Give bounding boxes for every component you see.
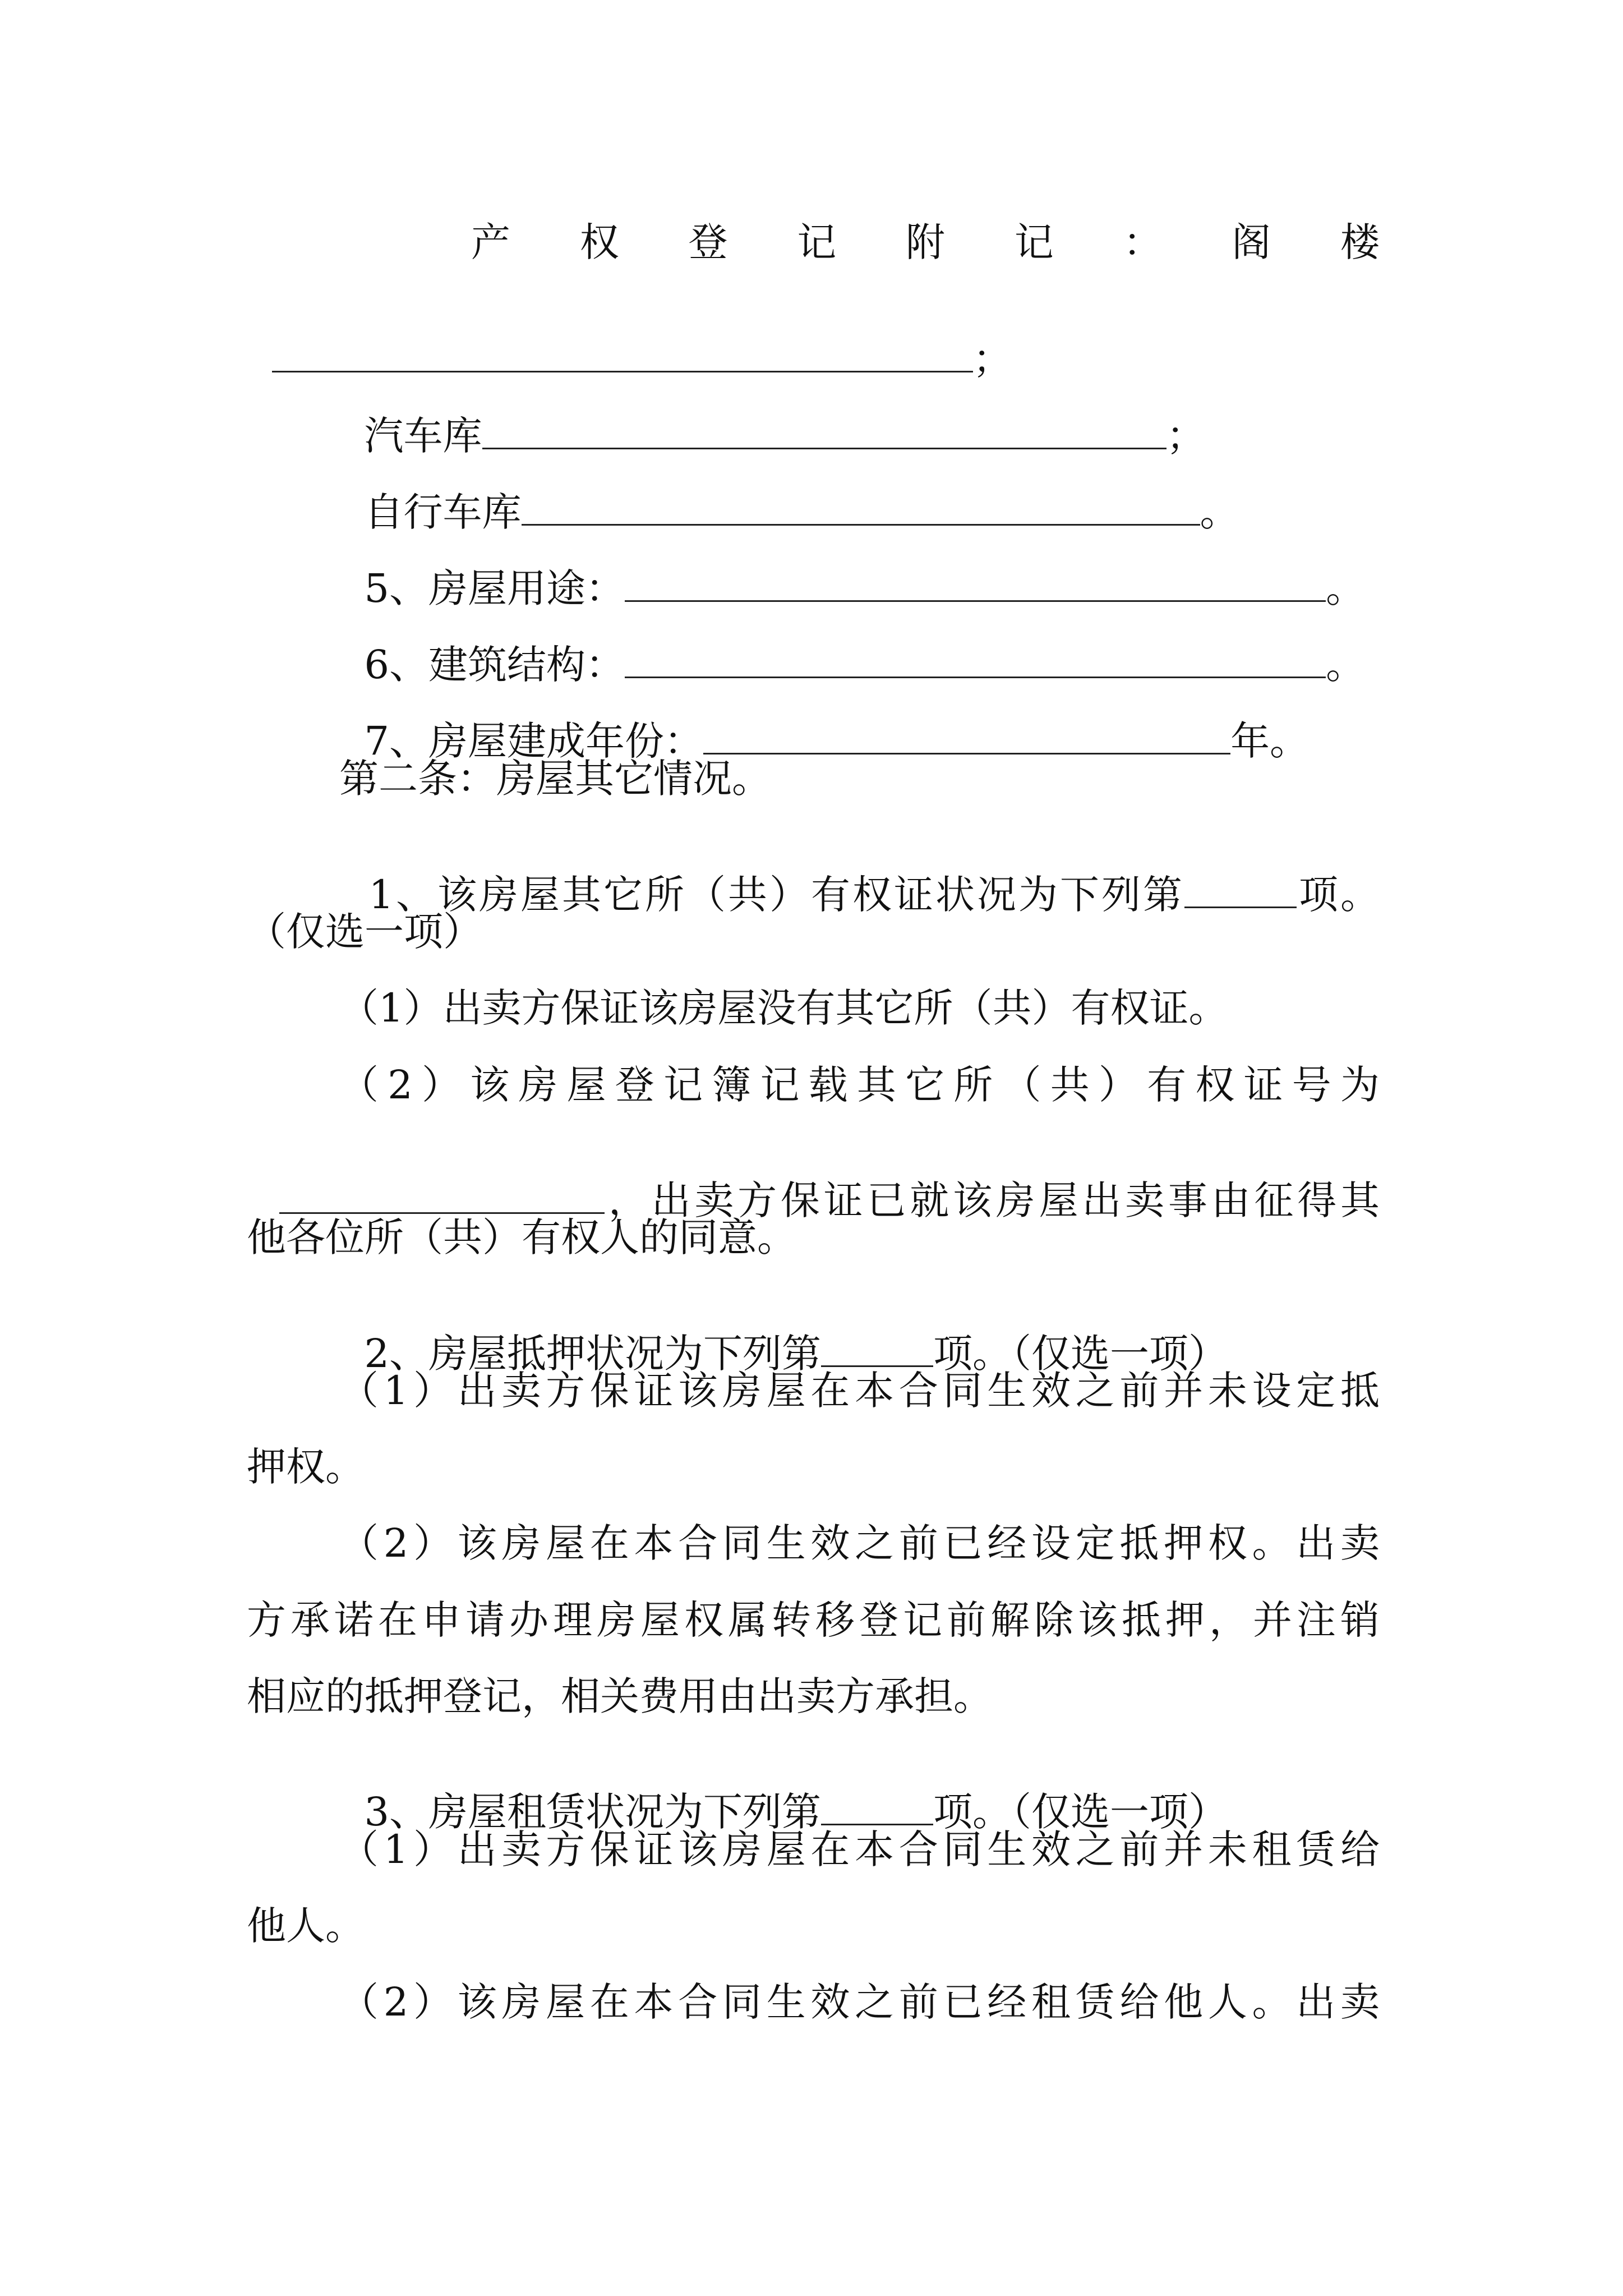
year-line (339, 682, 1310, 764)
clause-1-option-2-cont (247, 1142, 1380, 1223)
clause-2-line (339, 1295, 1228, 1377)
structure-end: 。 (1326, 642, 1366, 688)
clause-2-option-2: （2）该房屋在本合同生效之前已经设定抵押权。出卖 (339, 1520, 1380, 1566)
clause-1-line (339, 836, 1380, 918)
bike-garage-line (339, 453, 1239, 535)
char: 权 (579, 219, 619, 265)
attic-line (471, 219, 1380, 265)
usage-blank[interactable] (625, 569, 1326, 602)
clause-1-option-2-end: 他各位所（共）有权人的同意。 (247, 1214, 796, 1260)
char: 附 (906, 219, 945, 265)
clause-1-option-2-tail: ，出卖方保证已就该房屋出卖事由征得其 (605, 1177, 1380, 1223)
usage-label: 5、房屋用途： (364, 565, 625, 611)
char: 产 (471, 219, 510, 265)
clause-1-option-2: （2）该房屋登记簿记载其它所（共）有权证号为 (339, 1062, 1380, 1108)
char: 记 (1014, 219, 1054, 265)
clause-2-text: 2、房屋抵押状况为下列第 (364, 1331, 822, 1377)
char: 阁 (1232, 219, 1271, 265)
char: 楼 (1340, 219, 1380, 265)
usage-end: 。 (1326, 565, 1366, 611)
clause-3-option-1: （1）出卖方保证该房屋在本合同生效之前并未租赁给 (339, 1826, 1380, 1872)
clause-3-option-1-end: 他人。 (247, 1903, 365, 1949)
article-heading: 第二条：房屋其它情况。 (339, 756, 771, 802)
clause-3-end: 项。（仅选一项） (933, 1789, 1228, 1835)
clause-1-end: 项。 (1296, 872, 1380, 918)
char: ： (1123, 219, 1163, 265)
year-blank[interactable] (703, 721, 1230, 754)
structure-line (339, 606, 1366, 688)
usage-line (339, 530, 1366, 611)
attic-blank[interactable] (272, 339, 973, 372)
clause-3-option-2: （2）该房屋在本合同生效之前已经租赁给他人。出卖 (339, 1979, 1380, 2025)
clause-2-option-1-end: 押权。 (247, 1444, 365, 1490)
clause-2-end: 项。（仅选一项） (933, 1331, 1228, 1377)
bike-garage-end: 。 (1200, 489, 1239, 535)
clause-2-option-2-end: 相应的抵押登记，相关费用由出卖方承担。 (247, 1673, 993, 1719)
structure-blank[interactable] (625, 645, 1326, 678)
clause-1-blank[interactable] (1184, 875, 1297, 908)
clause-1-option-1: （1）出卖方保证该房屋没有其它所（共）有权证。 (339, 985, 1228, 1031)
char: 记 (797, 219, 837, 265)
char: 登 (688, 219, 728, 265)
garage-line (339, 377, 1206, 459)
year-end: 年。 (1230, 718, 1310, 764)
garage-label: 汽车库 (364, 413, 482, 459)
garage-end: ； (1166, 413, 1206, 459)
clause-2-option-2-cont: 方承诺在申请办理房屋权属转移登记前解除该抵押，并注销 (247, 1597, 1380, 1643)
clause-3-blank[interactable] (821, 1792, 933, 1825)
structure-label: 6、建筑结构： (364, 642, 625, 688)
clause-1-text: 1、该房屋其它所（共）有权证状况为下列第 (368, 872, 1184, 918)
clause-2-blank[interactable] (821, 1334, 933, 1367)
attic-end: ； (972, 336, 1012, 382)
bike-garage-blank[interactable] (522, 493, 1200, 526)
garage-blank[interactable] (482, 416, 1166, 449)
clause-3-text: 3、房屋租赁状况为下列第 (364, 1789, 822, 1835)
clause-1-note: （仅选一项） (247, 909, 482, 955)
year-label: 7、房屋建成年份： (364, 718, 704, 764)
bike-garage-label: 自行车库 (364, 489, 522, 535)
attic-blank-line (247, 300, 1012, 382)
certificate-number-blank[interactable] (279, 1181, 605, 1214)
clause-3-line (339, 1753, 1228, 1835)
clause-2-option-1: （1）出卖方保证该房屋在本合同生效之前并未设定抵 (339, 1368, 1380, 1414)
